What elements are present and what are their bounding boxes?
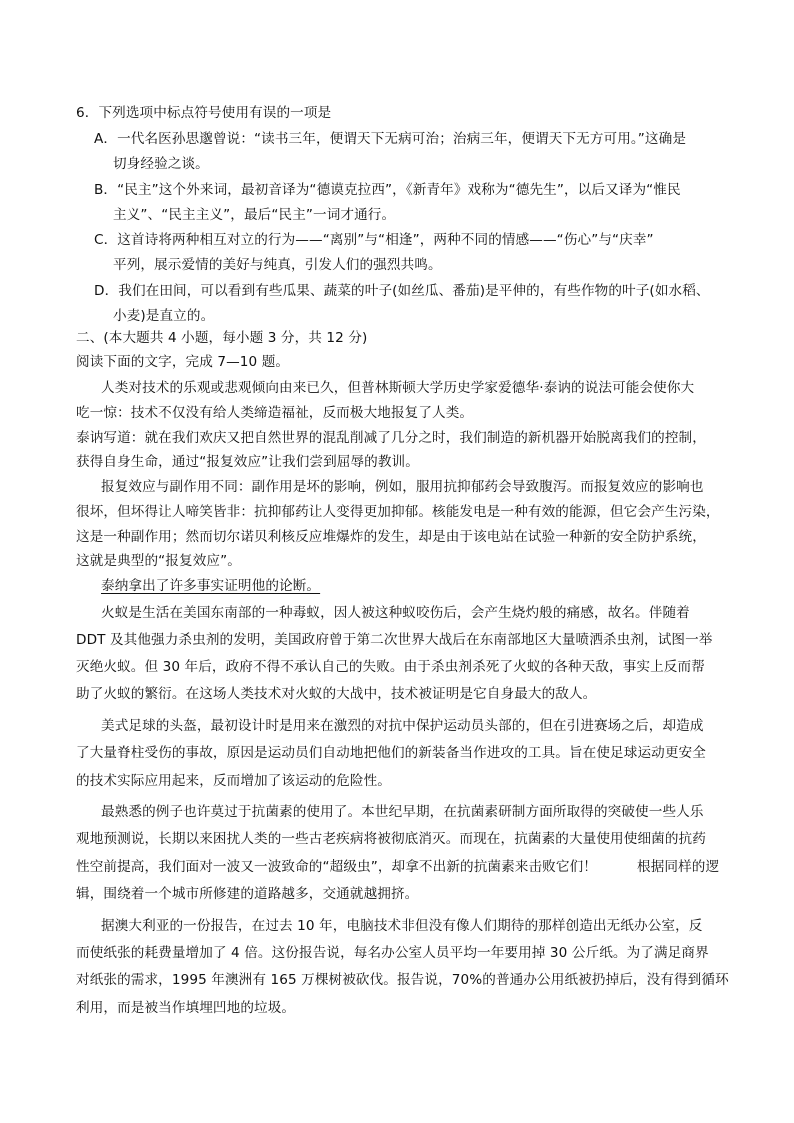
- p8-line-1: 据澳大利亚的一份报告，在过去 10 年，电脑技术非但没有像人们期待的那样创造出无纸办公室，反: [101, 918, 703, 934]
- p6-line-3: 的技术实际应用起来，反而增加了该运动的危险性。: [76, 773, 391, 789]
- p7-line-3: 性空前提高，我们面对一波又一波致命的“超级虫”，却拿不出新的抗菌素来击败它们！: [76, 859, 597, 875]
- p3-line-2: 很坏，但坏得让人啼笑皆非：抗抑郁药让人变得更加抑郁。核能发电是一种有效的能源，但它会产生污染，: [76, 504, 720, 520]
- p1-line-1: 人类对技术的乐观或悲观倾向由来已久，但普林斯顿大学历史学家爱德华·泰讷的说法可能会使你大: [101, 380, 695, 396]
- option-a-line-1: A．一代名医孙思邈曾说：“读书三年，便谓天下无病可治；治病三年，便谓天下无方可用。”这确是: [94, 131, 687, 147]
- option-c-line-1: C．这首诗将两种相互对立的行为——“离别”与“相逢”，两种不同的情感——“伤心”与“庆幸”: [94, 232, 654, 248]
- option-d-line-1: D．我们在田间，可以看到有些瓜果、蔬菜的叶子(如丝瓜、番茄)是平伸的，有些作物的叶子(如水稻、: [94, 283, 710, 299]
- p2-line-2: 获得自身生命，通过“报复效应”让我们尝到屈辱的教训。: [76, 454, 419, 470]
- p2-line-1: 泰讷写道：就在我们欢庆又把自然世界的混乱削减了几分之时，我们制造的新机器开始脱离我们的控制，: [76, 430, 706, 446]
- p1-line-2: 吃一惊：技术不仅没有给人类缔造福祉，反而极大地报复了人类。: [76, 405, 474, 421]
- p7-line-3-tail: 根据同样的逻: [637, 859, 720, 875]
- option-a-line-2: 切身经验之谈。: [113, 156, 209, 172]
- p3-line-1: 报复效应与副作用不同：副作用是坏的影响，例如，服用抗抑郁药会导致腹泻。而报复效应的影响也: [101, 479, 704, 495]
- p5-line-1: 火蚁是生活在美国东南部的一种毒蚁，因人被这种蚁咬伤后，会产生烧灼般的痛感，故名。伴随着: [101, 605, 690, 621]
- p4-underlined-sentence: 泰纳拿出了许多事实证明他的论断。: [101, 578, 321, 594]
- option-d-line-2: 小麦)是直立的。: [113, 308, 215, 324]
- p3-line-3: 这是一种副作用；然而切尔诺贝利核反应堆爆炸的发生，却是由于该电站在试验一种新的安全防护系统，: [76, 529, 706, 545]
- p7-line-2: 观地预测说，长期以来困扰人类的一些古老疾病将被彻底消灭。而现在，抗菌素的大量使用使细菌的抗药: [76, 831, 706, 847]
- p6-line-2: 了大量脊柱受伤的事故，原因是运动员们自动地把他们的新装备当作进攻的工具。旨在使足球运动更安全: [76, 745, 706, 761]
- p7-line-1: 最熟悉的例子也许莫过于抗菌素的使用了。本世纪早期，在抗菌素研制方面所取得的突破使一些人乐: [101, 804, 704, 820]
- option-b-line-1: B．“民主”这个外来词，最初音译为“德谟克拉西”，《新青年》戏称为“德先生”，以后又译为“惟民: [94, 182, 681, 198]
- p5-line-2: DDT 及其他强力杀虫剂的发明，美国政府曾于第二次世界大战后在东南部地区大量喷洒杀虫剂，试图一举: [76, 632, 713, 648]
- option-b-line-2: 主义”、“民主主义”，最后“民主”一词才通行。: [113, 207, 396, 223]
- p5-line-4: 助了火蚁的繁衍。在这场人类技术对火蚁的大战中，技术被证明是它自身最大的敌人。: [76, 686, 597, 702]
- p7-line-4: 辑，围绕着一个城市所修建的道路越多，交通就越拥挤。: [76, 886, 419, 902]
- p8-line-4: 利用，而是被当作填埋凹地的垃圾。: [76, 1000, 296, 1016]
- p8-line-3: 对纸张的需求，1995 年澳洲有 165 万棵树被砍伐。报告说，70%的普通办公用纸被扔掉后，没有得到循环: [76, 972, 729, 988]
- question-6-stem: 6．下列选项中标点符号使用有误的一项是: [76, 105, 332, 121]
- section-2-instruction: 阅读下面的文字，完成 7—10 题。: [76, 354, 290, 370]
- p3-line-4: 这就是典型的“报复效应”。: [76, 553, 241, 569]
- section-2-heading: 二、(本大题共 4 小题，每小题 3 分，共 12 分): [76, 330, 368, 346]
- option-c-line-2: 平列，展示爱情的美好与纯真，引发人们的强烈共鸣。: [113, 257, 442, 273]
- p5-line-3: 灭绝火蚁。但 30 年后，政府不得不承认自己的失败。由于杀虫剂杀死了火蚁的各种天敌，事实上反而帮: [76, 659, 705, 675]
- p6-line-1: 美式足球的头盔，最初设计时是用来在激烈的对抗中保护运动员头部的，但在引进赛场之后，却造成: [101, 718, 704, 734]
- p8-line-2: 而使纸张的耗费量增加了 4 倍。这份报告说，每名办公室人员平均一年要用掉 30 公斤纸。为了满足商界: [76, 945, 709, 961]
